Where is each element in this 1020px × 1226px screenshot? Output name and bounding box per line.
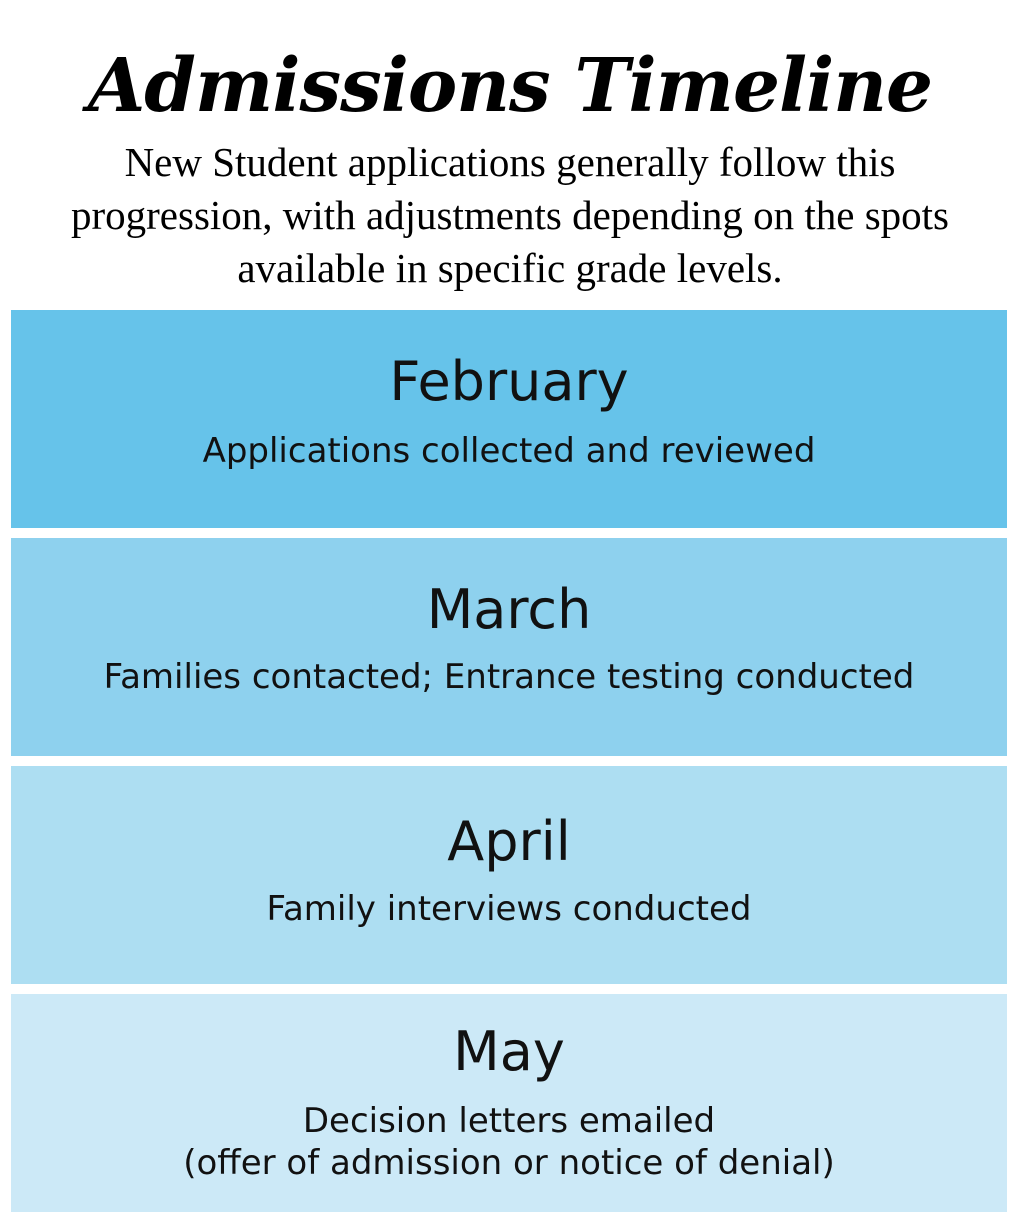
stage-description-line: Decision letters emailed: [302, 1101, 716, 1141]
stage-description: [11, 656, 1007, 698]
stage-month: March: [426, 578, 592, 641]
stage-description: [11, 430, 1007, 472]
header: [0, 0, 1020, 308]
timeline-stage-may: [11, 994, 1007, 1212]
stage-description: [11, 1100, 1007, 1184]
page-title: Admissions Timeline: [87, 43, 933, 129]
stage-description-line: Family interviews conducted: [266, 889, 752, 929]
timeline-stage-february: [11, 310, 1007, 528]
stage-description: [11, 888, 1007, 930]
page-subtitle: New Student applications generally follow this progression, with adjustments depending on the spots available in specific grade levels.: [71, 139, 949, 291]
stage-month: February: [389, 350, 629, 413]
stage-description-line: Applications collected and reviewed: [202, 431, 816, 471]
timeline-stage-april: [11, 766, 1007, 984]
stage-description-line: (offer of admission or notice of denial): [183, 1143, 835, 1183]
stage-month: May: [453, 1020, 565, 1083]
timeline-stage-march: [11, 538, 1007, 756]
stage-month: April: [447, 810, 571, 873]
stage-description-line: Families contacted; Entrance testing conducted: [103, 657, 915, 697]
